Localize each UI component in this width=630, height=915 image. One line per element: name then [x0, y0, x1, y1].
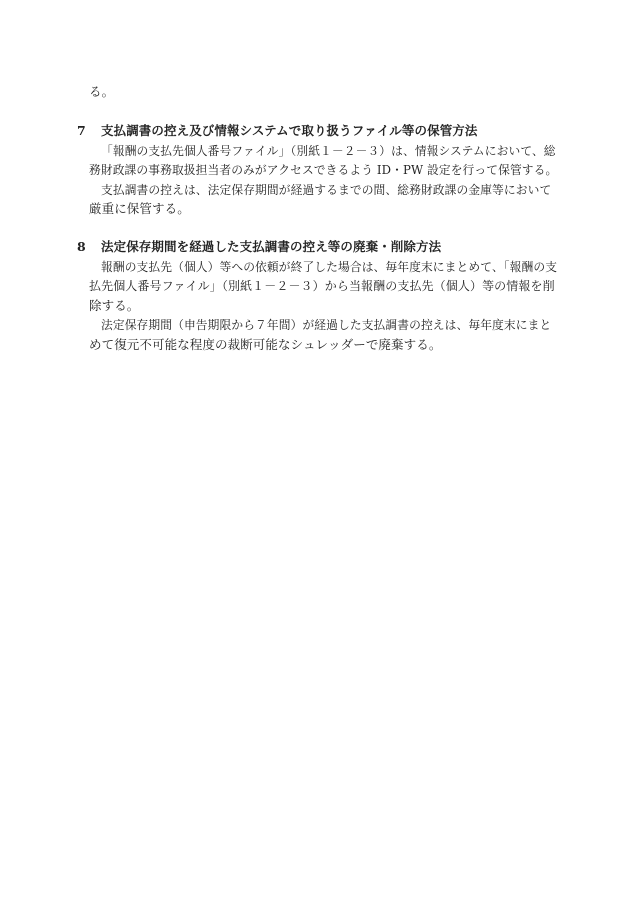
- paragraph-line: 務財政課の事務取扱担当者のみがアクセスできるよう ID・PW 設定を行って保管する。: [89, 163, 558, 177]
- section-number: 8: [77, 239, 86, 254]
- paragraph-line: 報酬の支払先（個人）等への依頼が終了した場合は、毎年度末にまとめて、「報酬の支: [101, 260, 558, 274]
- section-8-heading: [77, 239, 441, 255]
- section-title: 支払調書の控え及び情報システムで取り扱うファイル等の保管方法: [101, 123, 478, 138]
- section-title: 法定保存期間を経過した支払調書の控え等の廃棄・削除方法: [101, 239, 442, 254]
- paragraph-line: 除する。: [89, 298, 140, 313]
- section-7-heading: [77, 123, 478, 139]
- paragraph-line: 支払調書の控えは、法定保存期間が経過するまでの間、総務財政課の金庫等において: [101, 183, 552, 197]
- continuation-text: る。: [89, 84, 115, 99]
- paragraph-line: めて復元不可能な程度の裁断可能なシュレッダーで廃棄する。: [89, 337, 442, 352]
- paragraph-line: 「報酬の支払先個人番号ファイル」（別紙１－２－３）は、情報システムにおいて、総: [101, 144, 556, 158]
- paragraph-line: 法定保存期間（申告期限から７年間）が経過した支払調書の控えは、毎年度末にまと: [101, 318, 552, 332]
- paragraph-line: 厳重に保管する。: [89, 201, 190, 216]
- section-number: 7: [77, 123, 86, 138]
- paragraph-line: 払先個人番号ファイル」（別紙１－２－３）から当報酬の支払先（個人）等の情報を削: [89, 279, 555, 293]
